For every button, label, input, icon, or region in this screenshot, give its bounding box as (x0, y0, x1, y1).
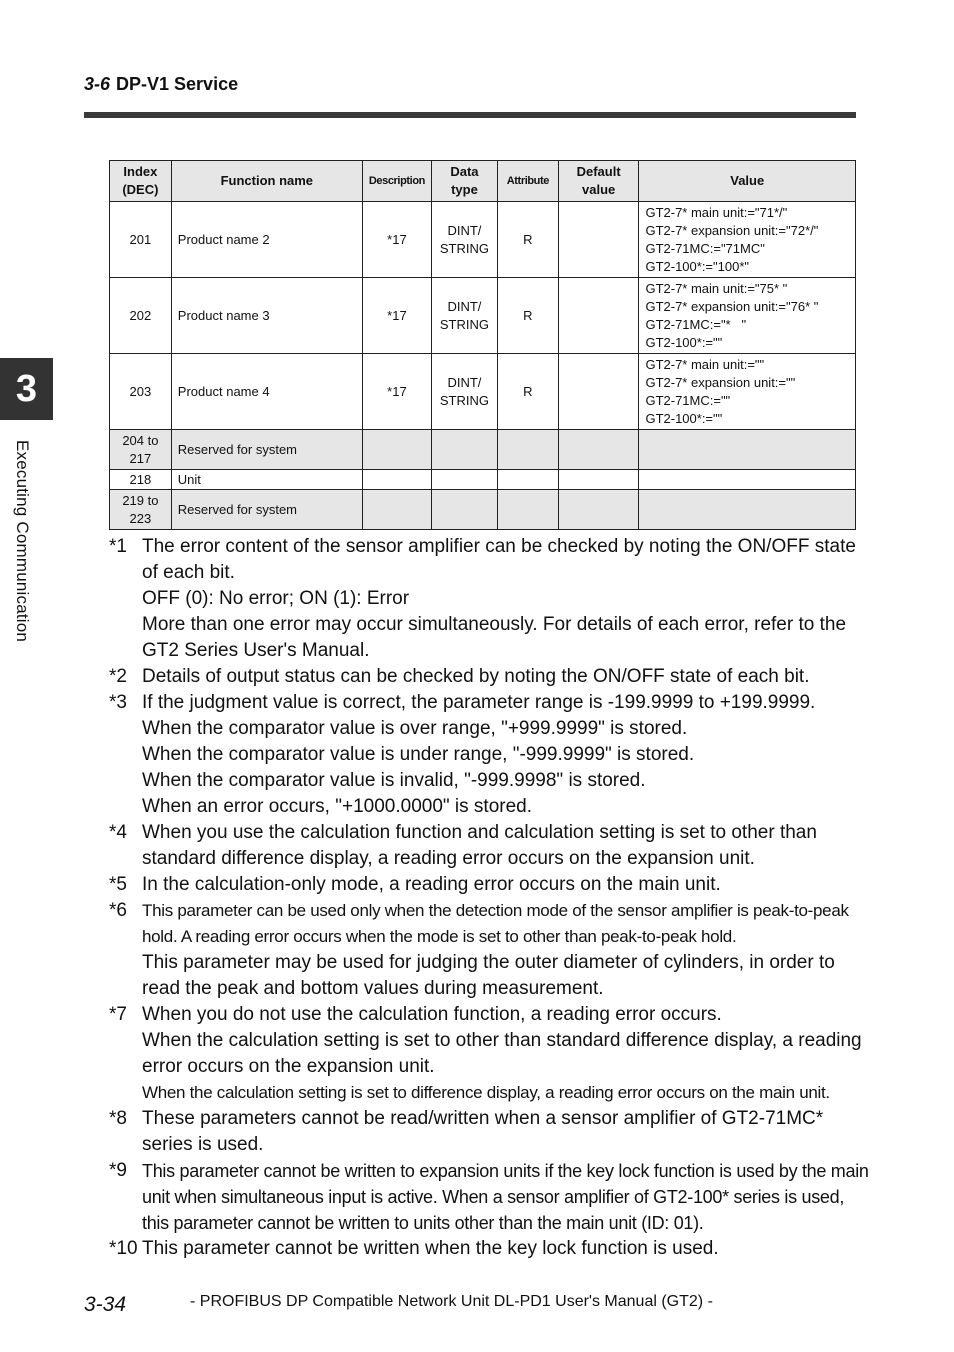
footnote-4: *4 When you use the calculation function and calculation setting is set to other than standard difference display, a reading error occurs on the expansion unit. (109, 820, 869, 872)
table-row-reserved-219-223 (110, 490, 856, 530)
section-number: 3-6 (84, 74, 111, 94)
cell-empty (639, 490, 856, 530)
cell-function-name: Product name 2 (171, 202, 362, 278)
cell-empty (431, 430, 497, 470)
table-row-reserved-204-217 (110, 430, 856, 470)
footnote-3: *3 If the judgment value is correct, the parameter range is -199.9999 to +199.9999. When the comparator value is over range, "+999.9999" is stored. When the comparator value is under range, "-999.9999" is stored. When the comparator value is invalid, "-999.9998" is stored. When an error occurs, "+1000.0000" is stored. (109, 690, 869, 820)
cell-description: *17 (362, 278, 431, 354)
cell-empty (639, 470, 856, 490)
footnote-mark: *9 (109, 1160, 127, 1181)
cell-index: 219 to 223 (110, 490, 172, 530)
footnote-mark: *7 (109, 1004, 127, 1025)
footnote-mark: *1 (109, 536, 127, 557)
cell-empty (362, 490, 431, 530)
cell-default-value (558, 278, 639, 354)
table-row-202 (110, 278, 856, 354)
cell-index: 201 (110, 202, 172, 278)
cell-index: 202 (110, 278, 172, 354)
footnote-10: *10 This parameter cannot be written when the key lock function is used. (109, 1236, 869, 1262)
footnote-mark: *8 (109, 1108, 127, 1129)
cell-empty (497, 430, 558, 470)
cell-function-name: Product name 4 (171, 354, 362, 430)
cell-attribute: R (497, 278, 558, 354)
cell-default-value (558, 354, 639, 430)
cell-empty (431, 470, 497, 490)
cell-value: GT2-7* main unit:="" GT2-7* expansion unit:="" GT2-71MC:="" GT2-100*:="" (639, 354, 856, 430)
cell-data-type: DINT/ STRING (431, 278, 497, 354)
table-row-201 (110, 202, 856, 278)
cell-empty (558, 490, 639, 530)
footnote-mark: *2 (109, 666, 127, 687)
footnote-8: *8 These parameters cannot be read/written when a sensor amplifier of GT2-71MC* series is used. (109, 1106, 869, 1158)
cell-function-name: Product name 3 (171, 278, 362, 354)
col-header-default-value: Default value (558, 161, 639, 202)
table-row-203 (110, 354, 856, 430)
footnote-2: *2 Details of output status can be checked by noting the ON/OFF state of each bit. (109, 664, 869, 690)
side-chapter-label: Executing Communication (13, 440, 32, 643)
footnote-5: *5 In the calculation-only mode, a reading error occurs on the main unit. (109, 872, 869, 898)
col-header-index: Index (DEC) (110, 161, 172, 202)
footnote-6: *6 This parameter can be used only when the detection mode of the sensor amplifier is peak-to-peak hold. A reading error occurs when the mode is set to other than peak-to-peak hold. This parameter may be used for judging the outer diameter of cylinders, in order to read the peak and bottom values during measurement. (109, 898, 869, 1002)
cell-empty (362, 430, 431, 470)
cell-empty (497, 470, 558, 490)
table-header-row (110, 161, 856, 202)
footnotes (109, 534, 869, 1262)
footnote-mark: *10 (109, 1238, 138, 1259)
cell-data-type: DINT/ STRING (431, 354, 497, 430)
cell-description: *17 (362, 354, 431, 430)
section-header (84, 74, 238, 95)
cell-index: 204 to 217 (110, 430, 172, 470)
cell-data-type: DINT/ STRING (431, 202, 497, 278)
cell-empty (558, 430, 639, 470)
footnote-9: *9 This parameter cannot be written to expansion units if the key lock function is used by the main unit when simultaneous input is active. When a sensor amplifier of GT2-100* series is used, this parameter cannot be written to units other than the main unit (ID: 01). (109, 1158, 869, 1236)
cell-empty (497, 490, 558, 530)
col-header-value: Value (639, 161, 856, 202)
table-row-218 (110, 470, 856, 490)
cell-empty (362, 470, 431, 490)
cell-empty (431, 490, 497, 530)
cell-description: *17 (362, 202, 431, 278)
footnote-1: *1 The error content of the sensor amplifier can be checked by noting the ON/OFF state of each bit. OFF (0): No error; ON (1): Error More than one error may occur simultaneously. For details of each error, refer to the GT2 Series User's Manual. (109, 534, 869, 664)
manual-title-footer: - PROFIBUS DP Compatible Network Unit DL-PD1 User's Manual (GT2) - (190, 1293, 713, 1310)
cell-value: GT2-7* main unit:="71*/" GT2-7* expansion unit:="72*/" GT2-71MC:="71MC" GT2-100*:="100*" (639, 202, 856, 278)
col-header-data-type: Data type (431, 161, 497, 202)
cell-index: 218 (110, 470, 172, 490)
page-number: 3-34 (84, 1293, 127, 1316)
cell-attribute: R (497, 354, 558, 430)
parameter-table (109, 160, 856, 530)
section-title: DP-V1 Service (116, 74, 239, 94)
footnote-mark: *4 (109, 822, 127, 843)
header-rule (84, 112, 856, 118)
cell-function-name: Reserved for system (171, 430, 362, 470)
cell-empty (639, 430, 856, 470)
footnote-7: *7 When you do not use the calculation function, a reading error occurs. When the calculation setting is set to other than standard difference display, a reading error occurs on the expansion unit. When the calculation setting is set to difference display, a reading error occurs on the main unit. (109, 1002, 869, 1106)
cell-attribute: R (497, 202, 558, 278)
footnote-mark: *5 (109, 874, 127, 895)
col-header-function-name: Function name (171, 161, 362, 202)
chapter-tab: 3 (0, 358, 53, 420)
cell-function-name: Unit (171, 470, 362, 490)
cell-function-name: Reserved for system (171, 490, 362, 530)
cell-default-value (558, 202, 639, 278)
cell-index: 203 (110, 354, 172, 430)
footnote-mark: *6 (109, 900, 127, 921)
col-header-attribute: Attribute (497, 161, 558, 202)
cell-value: GT2-7* main unit:="75* " GT2-7* expansion unit:="76* " GT2-71MC:="* " GT2-100*:="" (639, 278, 856, 354)
footnote-mark: *3 (109, 692, 127, 713)
cell-empty (558, 470, 639, 490)
col-header-description: Description (362, 161, 431, 202)
